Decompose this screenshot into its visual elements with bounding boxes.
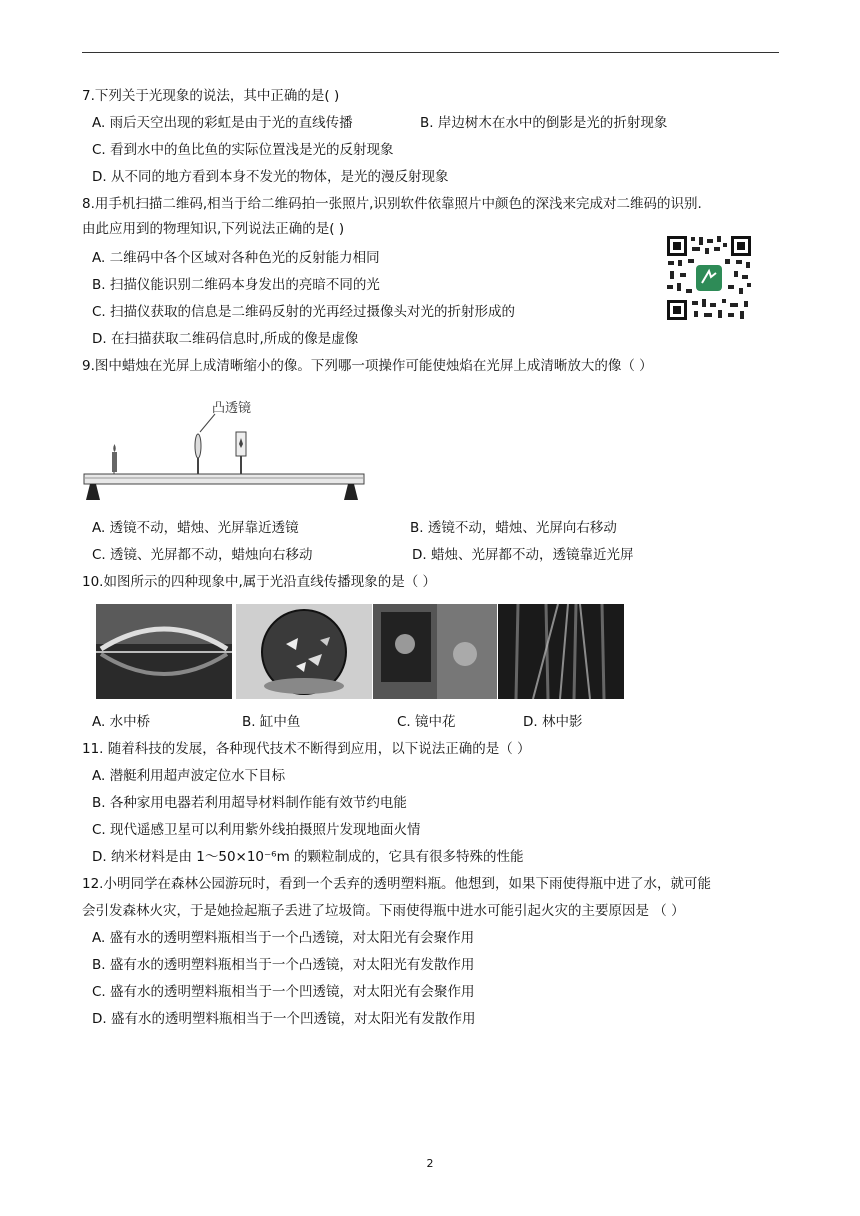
q12-option-b: B. 盛有水的透明塑料瓶相当于一个凸透镜，对太阳光有发散作用 [92,957,475,973]
q11-option-a: A. 潜艇利用超声波定位水下目标 [92,768,286,784]
q10-option-c: C. 镜中花 [397,714,456,730]
q11-option-c: C. 现代遥感卫星可以利用紫外线拍摄照片发现地面火情 [92,822,421,838]
q10-option-d: D. 林中影 [523,714,583,730]
q9-option-b: B. 透镜不动，蜡烛、光屏向右移动 [410,520,617,536]
q8-option-a: A. 二维码中各个区域对各种色光的反射能力相同 [92,250,380,266]
q9-option-a: A. 透镜不动，蜡烛、光屏靠近透镜 [92,520,299,536]
q7-option-b: B. 岸边树木在水中的倒影是光的折射现象 [420,115,668,131]
q8-option-d: D. 在扫描获取二维码信息时,所成的像是虚像 [92,331,359,347]
q12-option-c: C. 盛有水的透明塑料瓶相当于一个凹透镜，对太阳光有会聚作用 [92,984,475,1000]
q10-stem: 10.如图所示的四种现象中,属于光沿直线传播现象的是（ ） [82,574,437,590]
q8-option-b: B. 扫描仪能识别二维码本身发出的亮暗不同的光 [92,277,380,293]
mirror-flower-photo [373,604,497,699]
q9-option-c: C. 透镜、光屏都不动，蜡烛向右移动 [92,547,313,563]
q12-stem-line1: 12.小明同学在森林公园游玩时，看到一个丢弃的透明塑料瓶。他想到，如果下雨使得瓶中进了水，就可能 [82,876,711,892]
lens-label: 凸透镜 [212,401,252,416]
q8-stem-line1: 8.用手机扫描二维码,相当于给二维码拍一张照片,识别软件依靠照片中颜色的深浅来完成对二维码的识别. [82,196,702,212]
header-rule [82,52,779,53]
q11-option-d: D. 纳米材料是由 1～50×10⁻⁶m 的颗粒制成的，它具有很多特殊的性能 [92,849,524,865]
q10-option-b: B. 缸中鱼 [242,714,301,730]
qr-code-icon [664,233,754,323]
q12-option-d: D. 盛有水的透明塑料瓶相当于一个凹透镜，对太阳光有发散作用 [92,1011,476,1027]
q12-stem-line2: 会引发森林火灾，于是她捡起瓶子丢进了垃圾筒。下雨使得瓶中进水可能引起火灾的主要原因是 （ ） [82,903,685,919]
optics-bench-figure [82,392,366,504]
q8-option-c: C. 扫描仪获取的信息是二维码反射的光再经过摄像头对光的折射形成的 [92,304,516,320]
q9-option-d: D. 蜡烛、光屏都不动，透镜靠近光屏 [412,547,634,563]
q7-option-d: D. 从不同的地方看到本身不发光的物体，是光的漫反射现象 [92,169,449,185]
q9-stem: 9.图中蜡烛在光屏上成清晰缩小的像。下列哪一项操作可能使烛焰在光屏上成清晰放大的像（ ） [82,358,653,374]
q11-stem: 11. 随着科技的发展，各种现代技术不断得到应用，以下说法正确的是（ ） [82,741,531,757]
q7-option-c: C. 看到水中的鱼比鱼的实际位置浅是光的反射现象 [92,142,394,158]
page-number: 2 [426,1157,434,1170]
q11-option-b: B. 各种家用电器若利用超导材料制作能有效节约电能 [92,795,407,811]
q10-option-a: A. 水中桥 [92,714,151,730]
q12-option-a: A. 盛有水的透明塑料瓶相当于一个凸透镜，对太阳光有会聚作用 [92,930,475,946]
bridge-reflection-photo [96,604,232,699]
q7-option-a: A. 雨后天空出现的彩虹是由于光的直线传播 [92,115,353,131]
q7-stem: 7.下列关于光现象的说法，其中正确的是( ) [82,88,340,104]
forest-shadow-photo [498,604,624,699]
fish-tank-photo [236,604,372,699]
q8-stem-line2: 由此应用到的物理知识,下列说法正确的是( ) [82,221,345,237]
